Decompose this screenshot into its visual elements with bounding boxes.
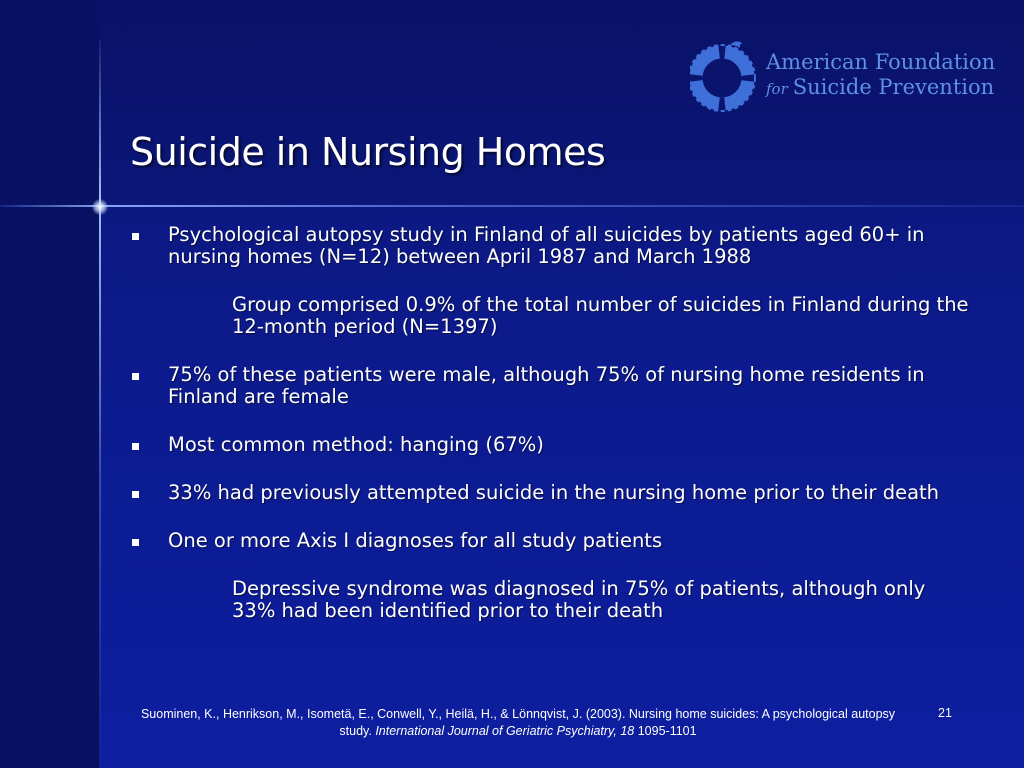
light-flare <box>92 199 108 215</box>
logo-line-1: American Foundation <box>766 50 996 74</box>
vertical-divider <box>99 40 101 768</box>
logo-line-2 <box>766 75 995 102</box>
afsp-logo <box>690 36 1010 116</box>
bullet-item: 33% had previously attempted suicide in the nursing home prior to their death <box>130 482 970 504</box>
citation-text: Suominen, K., Henrikson, M., Isometä, E., Conwell, Y., Heilä, H., & Lönnqvist, J. (2003). Nursing home suicides: A psychological autopsy study. <box>140 707 896 738</box>
logo-for: for <box>766 80 788 98</box>
left-panel <box>0 0 100 768</box>
citation-pages: 1095-1101 <box>637 724 697 738</box>
sub-item: Group comprised 0.9% of the total number of suicides in Finland during the 12-month period (N=1397) <box>232 293 969 338</box>
page-number: 21 <box>938 706 952 720</box>
slide-title: Suicide in Nursing Homes <box>130 130 606 174</box>
citation <box>138 706 898 740</box>
logo-line-2-text: Suicide Prevention <box>792 75 995 99</box>
logo-text <box>766 50 995 102</box>
bullet-item: Psychological autopsy study in Finland of all suicides by patients aged 60+ in nursing homes (N=12) between April 1987 and March 1988 <box>130 224 970 268</box>
bullet-item: Most common method: hanging (67%) <box>130 434 970 456</box>
life-ring-icon <box>690 36 762 112</box>
horizontal-divider <box>0 205 1024 207</box>
slide-body <box>130 224 970 648</box>
citation-journal: International Journal of Geriatric Psychiatry, 18 <box>375 724 635 738</box>
sub-item: Depressive syndrome was diagnosed in 75% of patients, although only 33% had been identified prior to their death <box>232 577 926 622</box>
bullet-item: 75% of these patients were male, although 75% of nursing home residents in Finland are female <box>130 364 970 408</box>
bullet-item: One or more Axis I diagnoses for all study patients <box>130 530 970 552</box>
